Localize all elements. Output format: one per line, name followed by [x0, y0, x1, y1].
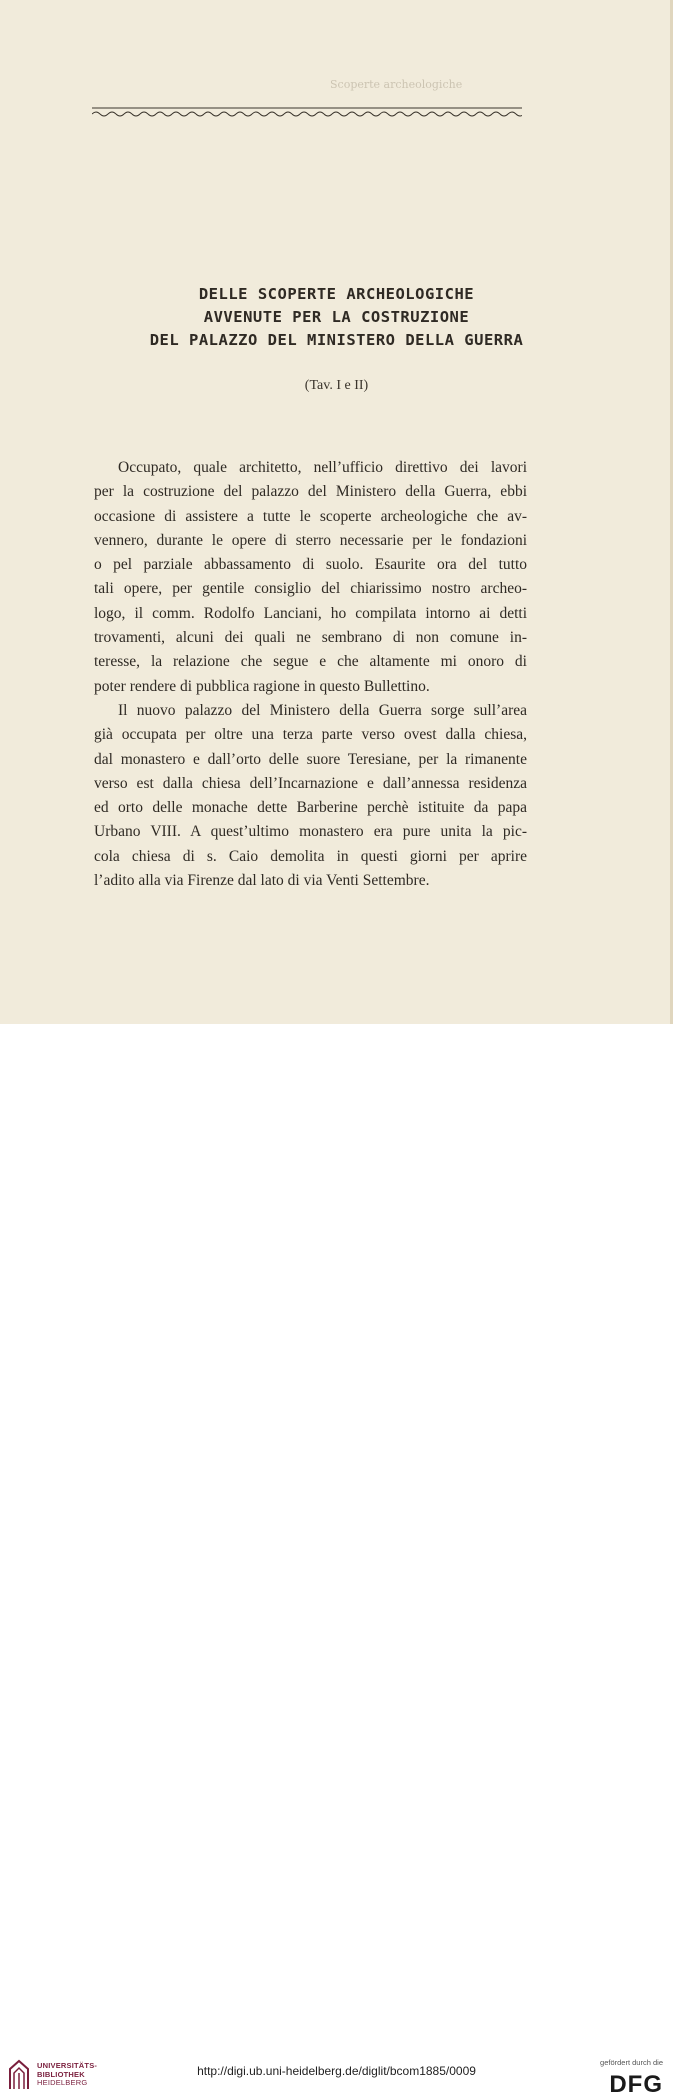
funding-note: gefördert durch die [600, 2058, 663, 2067]
scanned-page [0, 0, 673, 1024]
text-line: dal monastero e dall’orto delle suore Teresiane, per la rimanente [94, 750, 527, 768]
wavy-rule-ornament [92, 105, 522, 119]
text-line: l’adito alla via Firenze dal lato di via Venti Settembre. [94, 872, 430, 890]
text-line: trovamenti, alcuni dei quali ne sembrano di non comune in- [94, 629, 527, 647]
article-title-line-2: AVVENUTE PER LA COSTRUZIONE [203, 308, 470, 326]
text-line: occasione di assistere a tutte le scoperte archeologiche che av- [94, 507, 527, 525]
text-line: logo, il comm. Rodolfo Lanciani, ho compilata intorno ai detti [94, 604, 527, 622]
library-name-line: UNIVERSITÄTS- [37, 2061, 98, 2070]
text-line: già occupata per oltre una terza parte verso ovest dalla chiesa, [94, 726, 527, 744]
text-line: cola chiesa di s. Caio demolita in questi giorni per aprire [94, 847, 527, 865]
text-line: o pel parziale abbassamento di suolo. Esaurite ora del tutto [94, 556, 527, 574]
paragraph [94, 699, 527, 893]
article-title-line-1: DELLE SCOPERTE ARCHEOLOGICHE [198, 285, 475, 303]
text-line: teresse, la relazione che segue e che altamente mi onoro di [94, 653, 527, 671]
text-line: Occupato, quale architetto, nell’ufficio direttivo dei lavori [118, 459, 527, 476]
text-line: Il nuovo palazzo del Ministero della Guerra sorge sull’area [118, 701, 527, 719]
text-line: ed orto delle monache dette Barberine perchè istituite da papa [94, 799, 527, 817]
text-line: Urbano VIII. A quest’ultimo monastero era pure unita la pic- [94, 823, 527, 841]
text-line: verso est dalla chiesa dell’Incarnazione e dall’annessa residenza [94, 774, 527, 792]
article-title-line-3: DEL PALAZZO DEL MINISTERO DELLA GUERRA [149, 331, 524, 349]
library-name-line: HEIDELBERG [37, 2078, 88, 2087]
text-line: vennero, durante le opere di sterro necessarie per le fondazioni [94, 531, 527, 549]
plate-reference: (Tav. I e II) [304, 378, 369, 393]
text-line: per la costruzione del palazzo del Ministero della Guerra, ebbi [94, 483, 527, 501]
permalink-url[interactable]: http://digi.ub.uni-heidelberg.de/diglit/bcom1885/0009 [197, 2064, 476, 2078]
bleed-through-header: Scoperte archeologiche [330, 78, 463, 91]
article-body [94, 456, 527, 893]
text-line: tali opere, per gentile consiglio del chiarissimo nostro archeo- [94, 580, 527, 598]
viewer-footer [0, 1024, 673, 2098]
text-line: poter rendere di pubblica ragione in questo Bullettino. [94, 677, 430, 695]
library-name-line: BIBLIOTHEK [37, 2069, 85, 2079]
paragraph [94, 456, 527, 699]
dfg-logo: DFG [609, 2071, 663, 2098]
